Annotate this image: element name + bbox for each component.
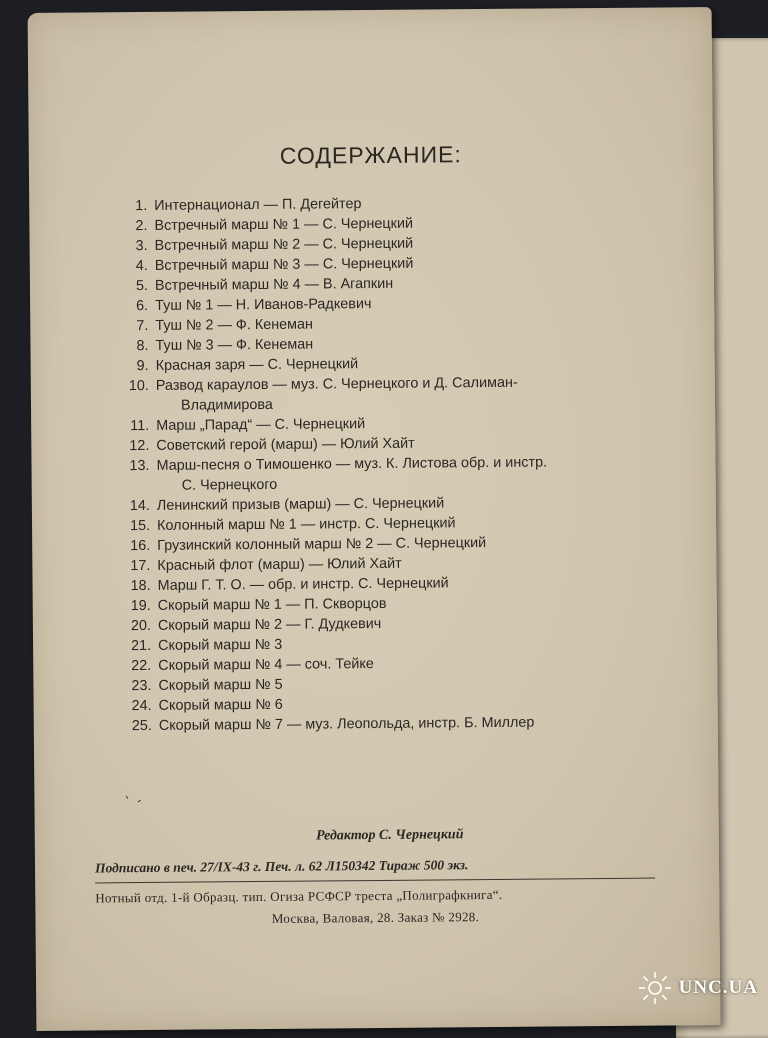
toc-entry-number: 12. [129, 437, 150, 455]
toc-entry-number: 24. [131, 697, 152, 715]
toc-entry-number: 21. [131, 637, 152, 655]
toc-entry-number: 19. [130, 597, 151, 615]
toc-entry [91, 451, 661, 496]
toc-entry [94, 711, 664, 736]
toc-entry-text: Советский герой (марш) — Юлий Хайт [156, 435, 415, 454]
toc-entry-text: Скорый марш № 3 [158, 636, 283, 654]
toc-entry-number: 8. [136, 337, 149, 355]
table-of-contents [89, 191, 664, 736]
toc-entry-text: Скорый марш № 6 [158, 696, 283, 714]
toc-entry-number: 3. [135, 237, 148, 255]
toc-entry-text: Туш № 2 — Ф. Кенеман [155, 316, 314, 334]
toc-entry-text: Ленинский призыв (марш) — С. Чернецкий [156, 495, 445, 514]
toc-entry-text: Скорый марш № 2 — Г. Дудкевич [157, 615, 382, 634]
toc-entry-number: 18. [130, 577, 151, 595]
toc-entry-text: Встречный марш № 2 — С. Чернецкий [154, 235, 414, 254]
address-order-line: Москва, Валовая, 28. Заказ № 2928. [271, 909, 480, 926]
pencil-mark: ˎ ˏ [123, 783, 147, 804]
toc-entry-text: Скорый марш № 5 [158, 676, 283, 694]
sun-logo-icon [637, 970, 673, 1006]
editor-line: Редактор С. Чернецкий [315, 827, 464, 844]
toc-entry-text: Скорый марш № 4 — соч. Тейке [158, 656, 374, 674]
toc-entry [91, 371, 661, 416]
toc-entry-number: 17. [130, 557, 151, 575]
toc-entry-number: 22. [131, 657, 152, 675]
toc-entry-continuation: Владимирова [180, 396, 273, 414]
printer-info-line: Нотный отд. 1-й Образц. тип. Огиза РСФСР треста „Полиграфкнига“. [95, 886, 503, 906]
toc-entry-number: 13. [129, 457, 150, 475]
toc-entry-text: Туш № 1 — Н. Иванов-Радкевич [155, 296, 372, 314]
toc-entry-number: 20. [130, 617, 151, 635]
watermark [637, 970, 758, 1006]
toc-entry-number: 2. [135, 217, 148, 235]
toc-entry-number: 11. [130, 417, 150, 435]
print-info-line: Подписано в печ. 27/IX-43 г. Печ. л. 62 Л150342 Тираж 500 экз. [95, 856, 655, 884]
imprint-block [95, 826, 656, 929]
toc-entry-number: 5. [135, 277, 149, 295]
toc-entry-text: Развод караулов — муз. С. Чернецкого и Д. Салиман- [155, 374, 518, 394]
toc-entry-text: Марш „Парад“ — С. Чернецкий [156, 416, 366, 434]
toc-entry-number: 25. [131, 717, 152, 735]
document-page [28, 7, 721, 1031]
toc-entry-number: 1. [135, 197, 148, 215]
toc-entry-text: Красный флот (марш) — Юлий Хайт [157, 555, 402, 574]
toc-entry-number: 4. [135, 257, 148, 275]
toc-entry-text: Встречный марш № 1 — С. Чернецкий [154, 215, 414, 234]
toc-entry-text: Интернационал — П. Дегейтер [154, 196, 362, 214]
toc-entry-text: Марш Г. Т. О. — обр. и инстр. С. Чернецкий [157, 575, 449, 594]
toc-entry-text: Скорый марш № 1 — П. Скворцов [157, 595, 387, 614]
toc-entry-text: Встречный марш № 4 — В. Агапкин [154, 275, 394, 294]
toc-entry-text: Колонный марш № 1 — инстр. С. Чернецкий [156, 515, 456, 534]
toc-entry-number: 15. [129, 517, 151, 535]
toc-entry-text: Туш № 3 — Ф. Кенеман [155, 336, 314, 354]
toc-entry-number: 10. [128, 377, 149, 395]
toc-entry-text: Марш-песня о Тимошенко — муз. К. Листова обр. и инстр. [156, 454, 548, 474]
toc-entry-text: Красная заря — С. Чернецкий [155, 356, 359, 374]
toc-entry-number: 7. [136, 317, 149, 335]
toc-entry-text: Встречный марш № 3 — С. Чернецкий [154, 255, 414, 274]
watermark-text: UNC.UA [678, 977, 758, 998]
page-content [28, 7, 721, 1031]
toc-entry-number: 9. [136, 357, 149, 375]
page-title: СОДЕРЖАНИЕ: [279, 141, 462, 169]
toc-entry-number: 6. [136, 297, 149, 315]
toc-entry-number: 23. [131, 677, 152, 695]
toc-entry-text: Скорый марш № 7 — муз. Леопольда, инстр. Б. Миллер [158, 714, 535, 734]
toc-entry-number: 16. [130, 537, 151, 555]
toc-entry-text: Грузинский колонный марш № 2 — С. Чернецкий [157, 535, 487, 554]
toc-entry-number: 14. [129, 497, 150, 515]
toc-entry-continuation: С. Чернецкого [181, 476, 278, 494]
